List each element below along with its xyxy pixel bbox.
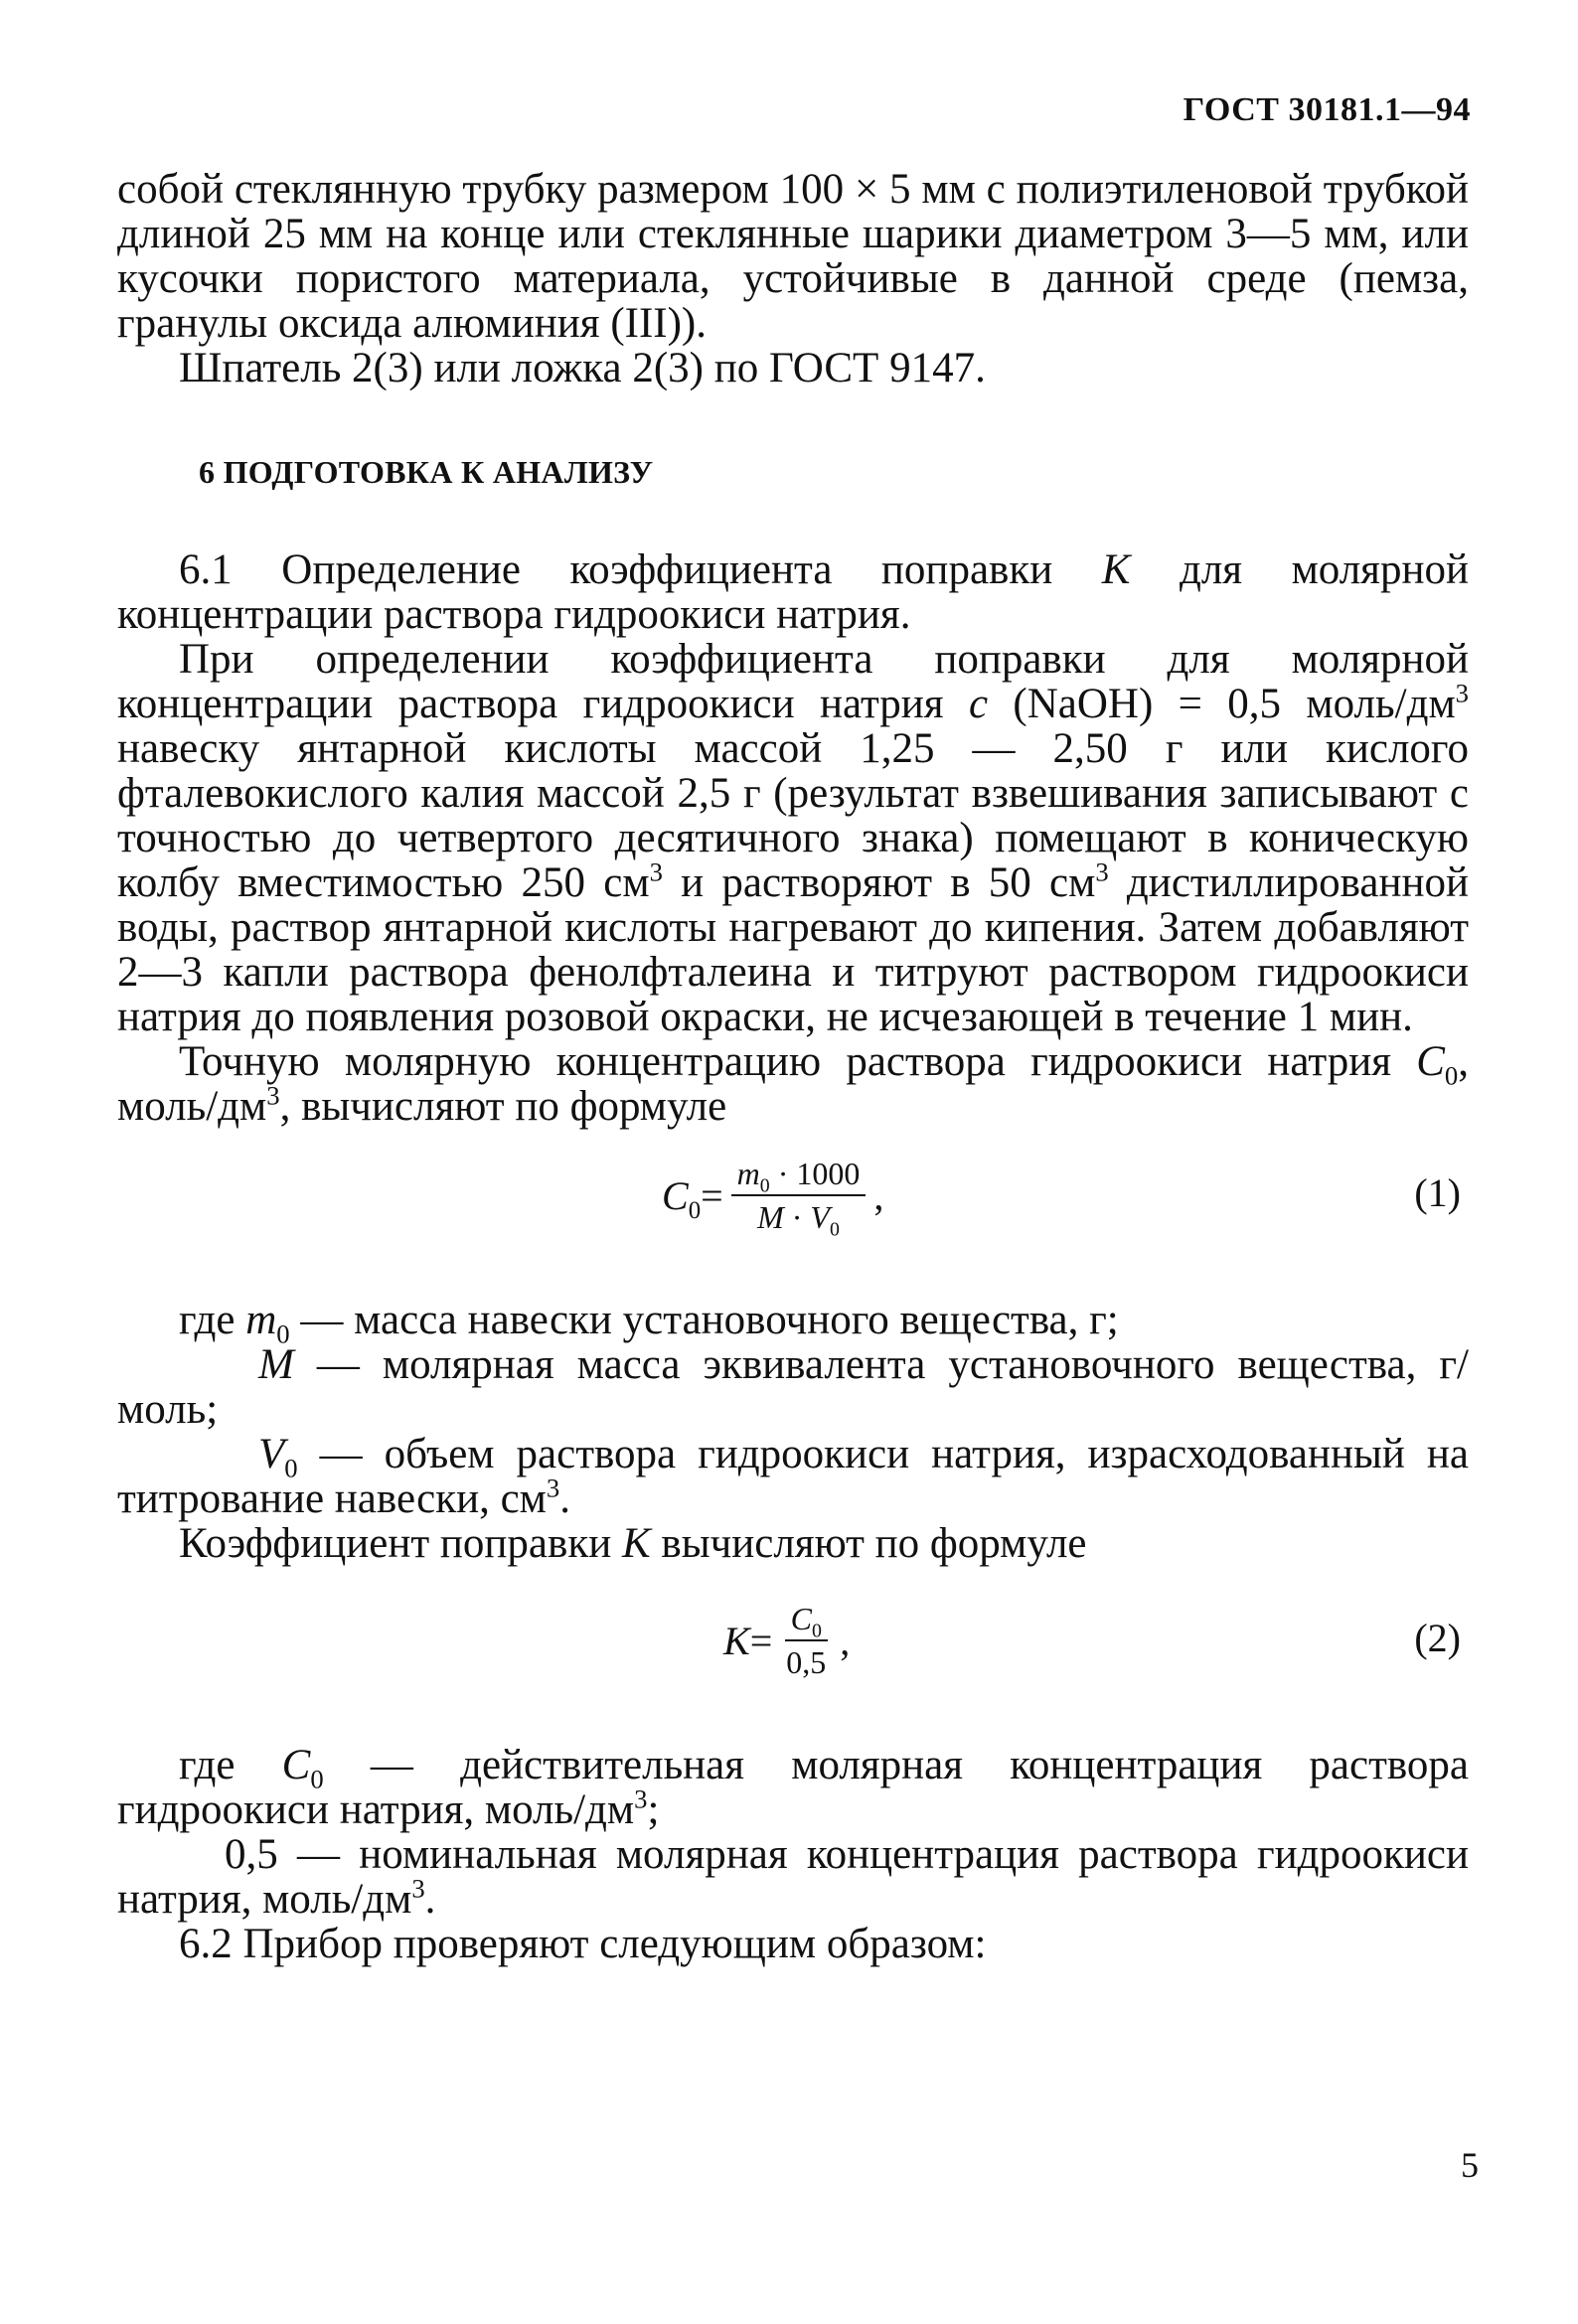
page-content <box>117 167 1469 1966</box>
legend-c0: где $C_0$ — действительная молярная концентрация раствора гидроокиси натрия, моль/$дм^3$; <box>117 1742 1469 1833</box>
page-number: 5 <box>1461 2145 1479 2185</box>
legend-nominal: 0,5 — номинальная молярная концентрация раствора гидроокиси натрия, моль/$дм^3$. <box>117 1831 1469 1923</box>
formula-2 <box>117 1592 1469 1709</box>
procedure-paragraph: При определении коэффициента поправки для молярной концентрации раствора гидроокиси натрия c (NaOH) = 0,5 моль/$дм^3$ навеску янтарной кислоты массой 1,25 — 2,50 г или кислого фталевокислого калия массой 2,5 г (результат взвешивания записывают с точностью до четвертого десятичного знака) помещают в коническую колбу вместимостью 250 $см^3$ и растворяют в 50 $см^3$ дистиллированной воды, раствор янтарной кислоты нагревают до кипения. Затем добавляют 2—3 капли раствора фенолфталеина и титруют раствором гидроокиси натрия до появления розовой окраски, не исчезающей в течение 1 мин. <box>117 636 1469 1040</box>
formula-1-denominator: $M \cdot V_0$ <box>757 1199 840 1241</box>
section-heading: 6 ПОДГОТОВКА К АНАЛИЗУ <box>199 454 654 490</box>
formula-1-fraction <box>731 1155 867 1241</box>
clause-6-2: 6.2 Прибор проверяют следующим образом: <box>179 1921 987 1967</box>
spatula-paragraph: Шпатель 2(3) или ложка 2(3) по ГОСТ 9147. <box>179 345 986 391</box>
formula-1-expression: $C_0$ = $\frac{m_0 \cdot 1000}{M \cdot V_0}$ , <box>662 1156 884 1241</box>
formula-2-numerator: $C_0$ <box>785 1600 828 1641</box>
formula-2-expression: K = $\frac{C_0}{0,5}$ , <box>723 1601 851 1680</box>
legend-m0: где $m_0$ — масса навески установочного вещества, г; <box>179 1297 1119 1349</box>
formula-2-denominator: 0,5 <box>786 1644 827 1680</box>
equation-number-2: (2) <box>1414 1616 1461 1660</box>
legend-m: M — молярная масса эквивалента установочного вещества, г/моль; <box>117 1341 1469 1433</box>
formula-2-fraction <box>780 1600 832 1681</box>
legend-v0: $V_0$ — объем раствора гидроокиси натрия, израсходованный на титрование навески, $см^3$. <box>117 1431 1469 1522</box>
clause-6-1: 6.1 Определение коэффициента поправки K для молярной концентрации раствора гидроокиси натрия. <box>117 546 1469 638</box>
concentration-paragraph: Точную молярную концентрацию раствора гидроокиси натрия $C_0$, моль/$дм^3$, вычисляют по формуле <box>117 1038 1469 1130</box>
formula-1-numerator: $m_0 \cdot 1000$ <box>731 1155 867 1196</box>
formula-1 <box>117 1147 1469 1276</box>
coefficient-paragraph: Коэффициент поправки K вычисляют по формуле <box>179 1520 1087 1567</box>
symbol-k: K <box>1101 546 1131 593</box>
symbol-c: c <box>968 681 989 727</box>
standard-header: ГОСТ 30181.1—94 <box>1183 91 1471 128</box>
equation-number-1: (1) <box>1414 1170 1461 1215</box>
intro-paragraph: собой стеклянную трубку размером 100 × 5 мм с полиэтиленовой трубкой длиной 25 мм на конце или стеклянные шарики диаметром 3—5 мм, или кусочки пористого материала, устойчивые в данной среде (пемза, гранулы оксида алюминия (III)). <box>117 166 1469 347</box>
